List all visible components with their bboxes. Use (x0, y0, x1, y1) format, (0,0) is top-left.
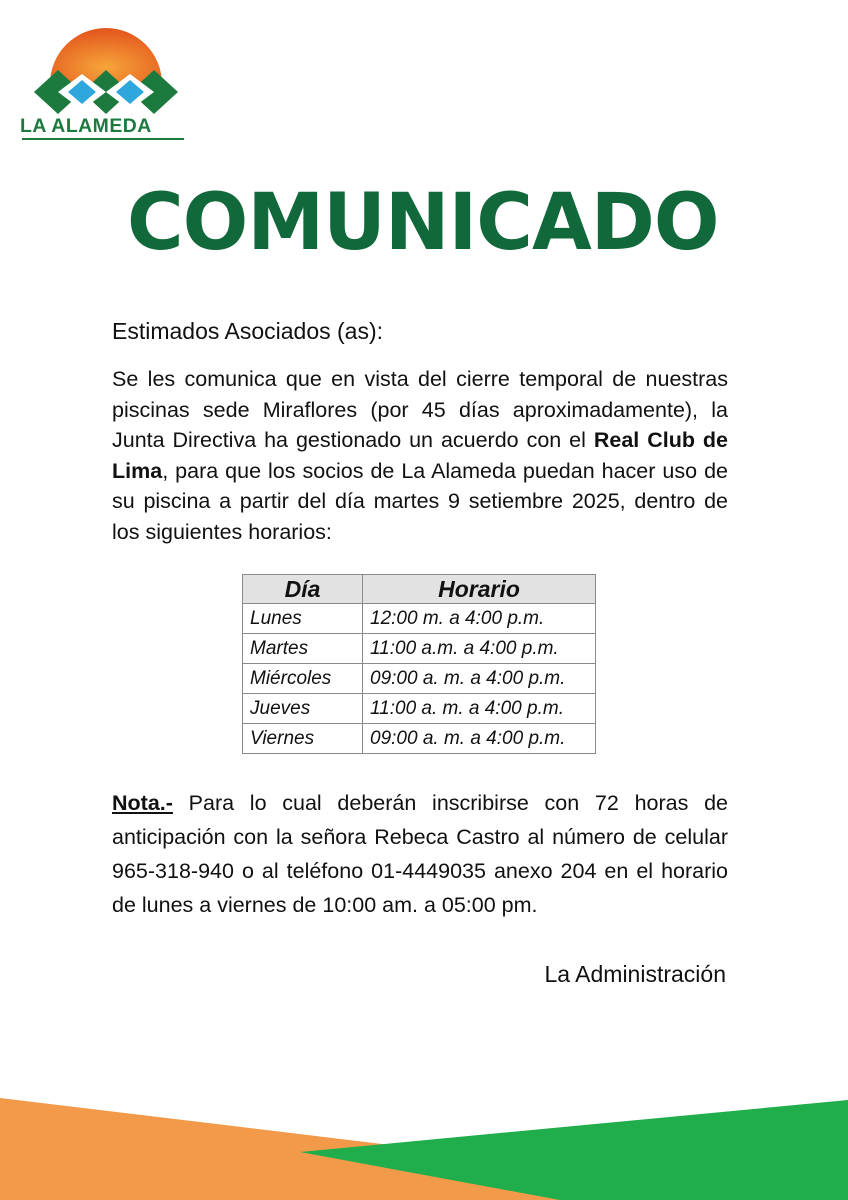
table-row (243, 694, 596, 724)
club-name: Real Club de Lima (112, 428, 729, 483)
table-row (243, 664, 596, 694)
table-header-row (243, 575, 596, 604)
table-row (243, 604, 596, 634)
hours-cell: 11:00 a. m. a 4:00 p.m. (363, 694, 596, 724)
day-cell: Viernes (243, 724, 363, 754)
header-schedule: Horario (363, 575, 596, 604)
logo-underline (22, 138, 184, 140)
day-cell: Martes (243, 634, 363, 664)
hours-cell: 09:00 a. m. a 4:00 p.m. (363, 724, 596, 754)
logo-text: LA ALAMEDA (20, 116, 152, 137)
mountains-icon (34, 70, 178, 114)
note-label: Nota.- (112, 791, 173, 815)
footer-bands (0, 1080, 848, 1200)
logo-emblem-icon (20, 22, 188, 118)
hours-cell: 12:00 m. a 4:00 p.m. (363, 604, 596, 634)
main-paragraph: Se les comunica que en vista del cierre temporal de nuestras piscinas sede Miraflores (por 45 días aproximadamente), la Junta Directiva ha gestionado un acuerdo con el Real Club de Lima, para que los socios de La Alameda puedan hacer uso de su piscina a partir del día martes 9 setiembre 2025, dentro de los siguientes horarios: (112, 367, 729, 544)
page-title: COMUNICADO (127, 178, 719, 268)
greeting: Estimados Asociados (as): (112, 318, 384, 344)
header-day: Día (243, 575, 363, 604)
day-cell: Jueves (243, 694, 363, 724)
table-row (243, 724, 596, 754)
day-cell: Miércoles (243, 664, 363, 694)
signature: La Administración (544, 961, 726, 987)
table-row (243, 634, 596, 664)
hours-cell: 09:00 a. m. a 4:00 p.m. (363, 664, 596, 694)
hours-cell: 11:00 a.m. a 4:00 p.m. (363, 634, 596, 664)
logo (20, 22, 188, 144)
note-paragraph: Nota.- Para lo cual deberán inscribirse con 72 horas de anticipación con la señora Rebeca Castro al número de celular 965-318-940 o al teléfono 01-4449035 anexo 204 en el horario de lunes a viernes de 10:00 am. a 05:00 pm. (112, 791, 728, 917)
schedule-table (242, 574, 596, 754)
day-cell: Lunes (243, 604, 363, 634)
